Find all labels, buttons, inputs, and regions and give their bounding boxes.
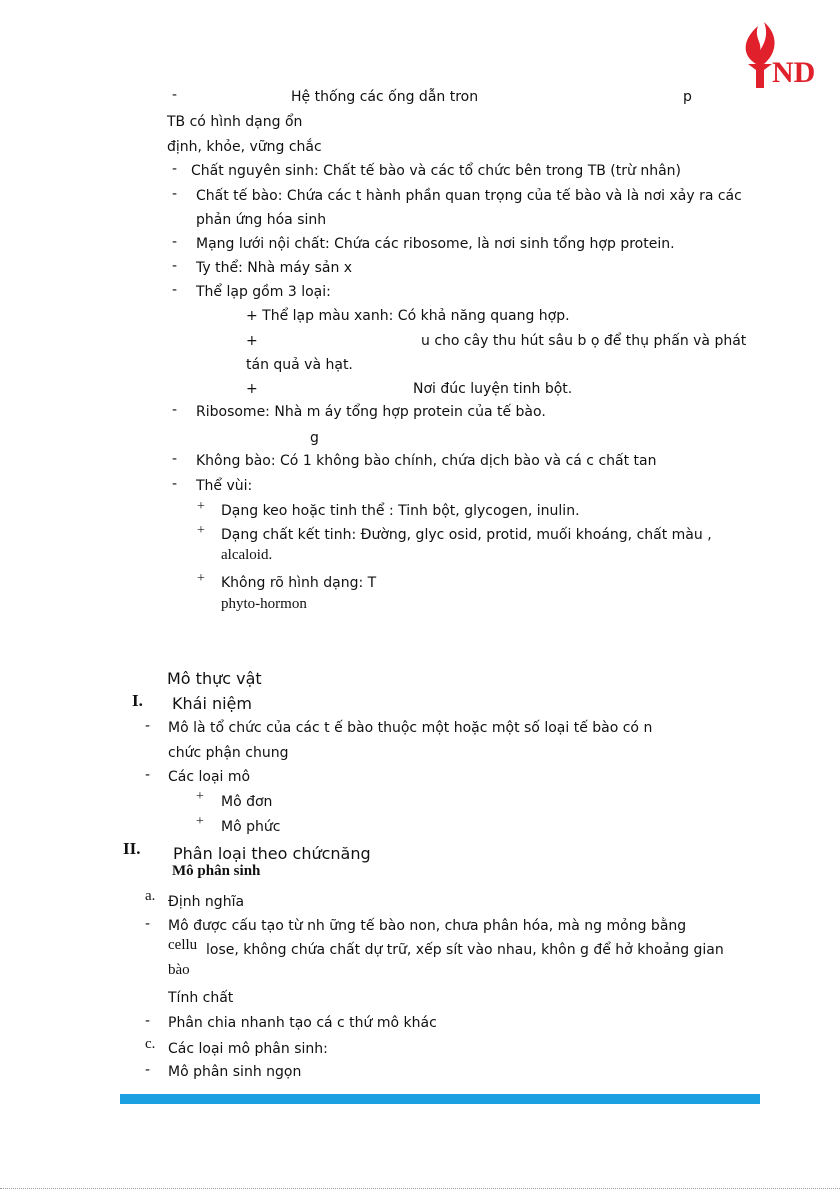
- part2-a-title: Định nghĩa: [168, 894, 245, 910]
- footer-bar: [120, 1094, 760, 1104]
- part1-def-bullet: -: [145, 718, 151, 734]
- vacuole-item: Không bào: Có 1 không bào chính, chứa dịch bào và cá c chất tan: [196, 453, 657, 469]
- tissue-type-2-bullet: +: [196, 814, 204, 829]
- cytoplasm-bullet: -: [172, 186, 178, 202]
- inclusions-item: Thể vùi:: [196, 478, 253, 494]
- inclusion-2-bullet: +: [197, 523, 205, 538]
- cytoplasm-item: Chất tế bào: Chứa các t hành phần quan trọng của tế bào và là nơi xảy ra các: [196, 188, 742, 204]
- tissue-type-1-bullet: +: [196, 789, 204, 804]
- page-edge-divider: [0, 1188, 840, 1189]
- part2-c-text: Mô phân sinh ngọn: [168, 1064, 302, 1080]
- fragment-g: g: [310, 430, 319, 446]
- cell-line3: định, khỏe, vững chắc: [167, 139, 322, 155]
- part2-b-title: Tính chất: [168, 990, 234, 1006]
- part2-b-bullet: -: [145, 1013, 151, 1029]
- part2-a-line3: bào: [168, 962, 190, 978]
- cytoplasm-cont: phản ứng hóa sinh: [196, 212, 327, 228]
- inclusion-3-text: Không rõ hình dạng: T: [221, 575, 377, 591]
- cell-line1-end: p: [683, 89, 692, 105]
- plastid-colored-cont: tán quả và hạt.: [246, 357, 353, 373]
- mitochondria-bullet: -: [172, 258, 178, 274]
- inclusion-1-bullet: +: [197, 499, 205, 514]
- plastid-white-plus: +: [246, 381, 258, 397]
- part1-title: Khái niệm: [172, 694, 252, 713]
- plastid-bullet: -: [172, 282, 178, 298]
- inclusion-3-cont: phyto-hormon: [221, 596, 307, 612]
- plastid-item: Thể lạp gồm 3 loại:: [196, 284, 331, 300]
- protoplasm-bullet: -: [172, 161, 178, 177]
- part1-def-line1: Mô là tổ chức của các t ế bào thuộc một hoặc một số loại tế bào có n: [168, 720, 653, 736]
- ribosome-item: Ribosome: Nhà m áy tổng hợp protein của tế bào.: [196, 404, 546, 420]
- part1-types-bullet: -: [145, 767, 151, 783]
- part2-a-line1: Mô được cấu tạo từ nh ững tế bào non, chưa phân hóa, mà ng mỏng bằng: [168, 918, 687, 934]
- cell-line1-dash: -: [172, 87, 178, 103]
- part1-numeral: I.: [132, 691, 143, 710]
- part1-types-title: Các loại mô: [168, 769, 251, 785]
- plastid-colored-text: u cho cây thu hút sâu b ọ để thụ phấn và phát: [421, 333, 747, 349]
- inclusions-bullet: -: [172, 476, 178, 492]
- part2-c-label: c.: [145, 1036, 156, 1052]
- inclusion-2-text: Dạng chất kết tinh: Đường, glyc osid, protid, muối khoáng, chất màu ,: [221, 527, 712, 543]
- er-item: Mạng lưới nội chất: Chứa các ribosome, là nơi sinh tổng hợp protein.: [196, 236, 675, 252]
- part2-b-text: Phân chia nhanh tạo cá c thứ mô khác: [168, 1015, 437, 1031]
- inclusion-1-text: Dạng keo hoặc tinh thể : Tinh bột, glycogen, inulin.: [221, 503, 580, 519]
- tissue-type-2-text: Mô phức: [221, 819, 281, 835]
- tissue-type-1-text: Mô đơn: [221, 794, 273, 810]
- torch-handle-icon: [748, 64, 772, 88]
- inclusion-2-cont: alcaloid.: [221, 547, 273, 563]
- part2-title: Phân loại theo chứcnăng: [173, 844, 371, 863]
- part2-a-label: a.: [145, 888, 156, 904]
- tissue-title: Mô thực vật: [167, 669, 262, 688]
- part1-def-line2: chức phận chung: [168, 745, 289, 761]
- part2-c-bullet: -: [145, 1062, 151, 1078]
- plastid-colored-plus: +: [246, 333, 258, 349]
- er-bullet: -: [172, 234, 178, 250]
- part2-c-title: Các loại mô phân sinh:: [168, 1041, 328, 1057]
- cell-line2: TB có hình dạng ổn: [167, 114, 303, 130]
- part2-numeral: II.: [123, 839, 141, 858]
- vacuole-bullet: -: [172, 451, 178, 467]
- ribosome-bullet: -: [172, 402, 178, 418]
- plastid-white-text: Nơi đúc luyện tinh bột.: [413, 381, 573, 397]
- part2-a-line2-prefix: cellu: [168, 937, 198, 953]
- plastid-green: + Thể lạp màu xanh: Có khả năng quang hợp.: [246, 308, 570, 324]
- mitochondria-item: Ty thể: Nhà máy sản x: [196, 260, 353, 276]
- protoplasm-item: Chất nguyên sinh: Chất tế bào và các tổ chức bên trong TB (trừ nhân): [191, 163, 681, 179]
- inclusion-3-bullet: +: [197, 571, 205, 586]
- cell-line1-text: Hệ thống các ống dẫn tron: [291, 89, 479, 105]
- torch-logo: [728, 20, 818, 92]
- part2-a-bullet: -: [145, 916, 151, 932]
- logo-text: ND: [772, 56, 816, 89]
- part2-a-line2: lose, không chứa chất dự trữ, xếp sít vào nhau, khôn g để hở khoảng gian: [206, 942, 724, 958]
- torch-flame-icon: [746, 22, 775, 64]
- part2-subtitle: Mô phân sinh: [172, 863, 261, 879]
